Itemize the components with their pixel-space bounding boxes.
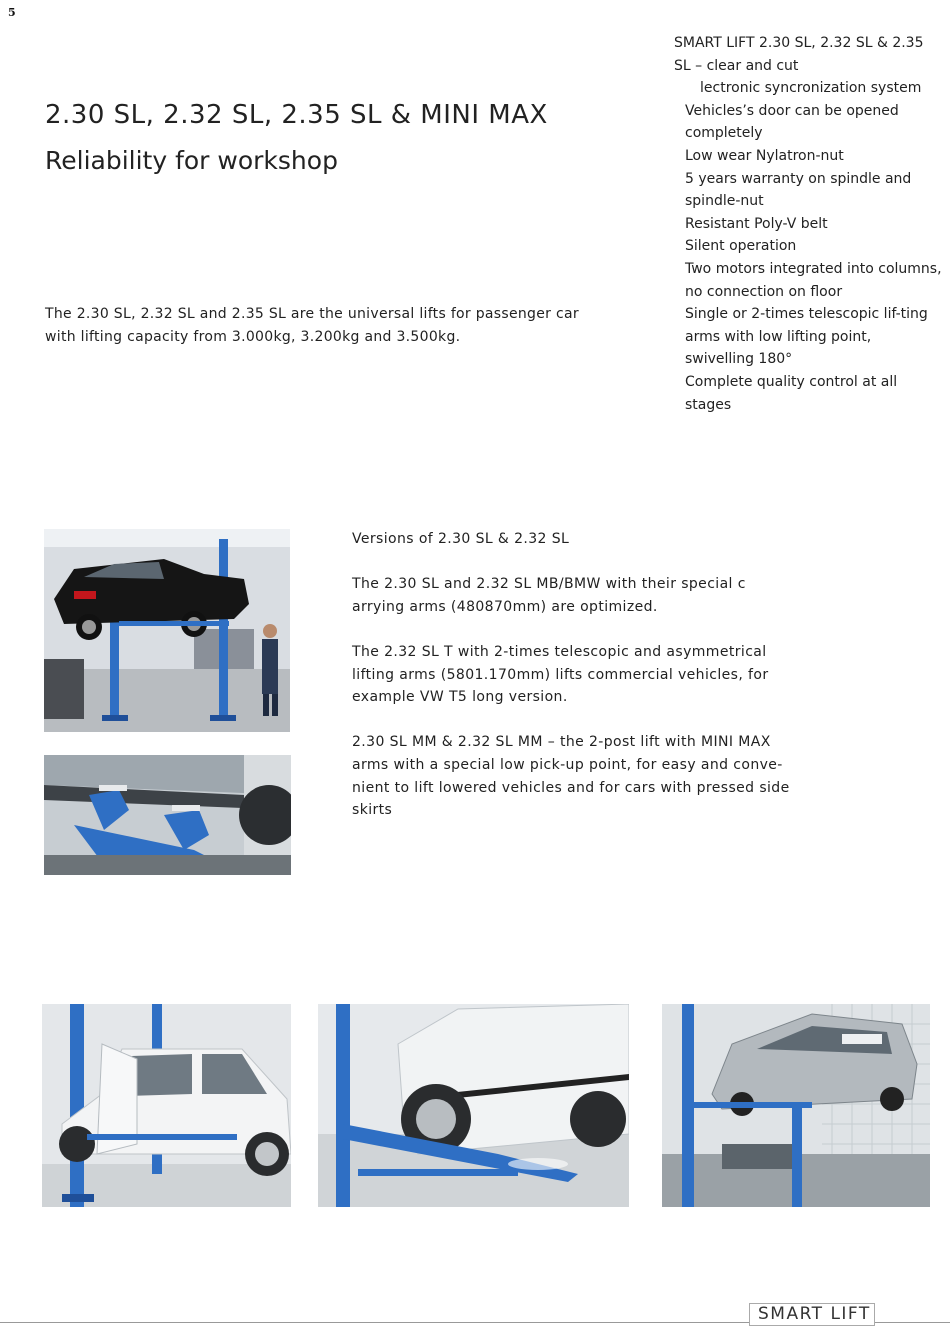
feature-item: Silent operation	[685, 238, 797, 255]
feature-item: Vehicles’s door can be opened completely	[685, 102, 899, 142]
versions-mb-bmw: The 2.30 SL and 2.32 SL MB/BMW with their special c arrying arms (480870mm) are optimized.	[352, 576, 746, 615]
versions-mini-max: 2.30 SL MM & 2.32 SL MM – the 2-post lift with MINI MAX arms with a special low pick-up point, for easy and conve-nient to lift lowered vehicles and for cars with pressed side skirts	[352, 734, 790, 819]
feature-item: 5 years warranty on spindle and spindle-nut	[685, 170, 912, 210]
feature-list	[674, 32, 944, 416]
feature-item: Resistant Poly-V belt	[685, 215, 828, 232]
feature-heading: SMART LIFT 2.30 SL, 2.32 SL & 2.35 SL – clear and cut	[674, 35, 924, 74]
photo-car-door-open	[42, 1004, 291, 1207]
page-title: 2.30 SL, 2.32 SL, 2.35 SL & MINI MAX	[45, 100, 548, 130]
versions-telescopic: The 2.32 SL T with 2-times telescopic and asymmetrical lifting arms (5801.170mm) lifts commercial vehicles, for example VW T5 long version.	[352, 643, 769, 706]
page-number: 5	[8, 6, 16, 19]
feature-item: Complete quality control at all stages	[685, 373, 898, 413]
feature-items	[674, 100, 944, 416]
feature-item: Two motors integrated into columns, no connection on floor	[685, 260, 942, 300]
feature-item: Single or 2-times telescopic lif-ting arms with low lifting point, swivelling 180°	[685, 306, 928, 368]
brand-logo-footer: SMART LIFT	[749, 1303, 875, 1326]
versions-heading: Versions of 2.30 SL & 2.32 SL	[352, 531, 570, 547]
photo-black-car-on-lift	[44, 529, 290, 732]
intro-paragraph: The 2.30 SL, 2.32 SL and 2.35 SL are the universal lifts for passenger car with lifting capacity from 3.000kg, 3.200kg and 3.500kg.	[45, 306, 579, 345]
photo-lift-arm-closeup	[44, 755, 291, 875]
versions-section	[352, 528, 792, 844]
page-subtitle: Reliability for workshop	[45, 146, 338, 175]
photo-side-skirt-arms	[318, 1004, 629, 1207]
photo-car-raised-workshop	[662, 1004, 930, 1207]
feature-heading-cont: lectronic syncronization system	[700, 80, 922, 97]
feature-item: Low wear Nylatron-nut	[685, 147, 844, 164]
